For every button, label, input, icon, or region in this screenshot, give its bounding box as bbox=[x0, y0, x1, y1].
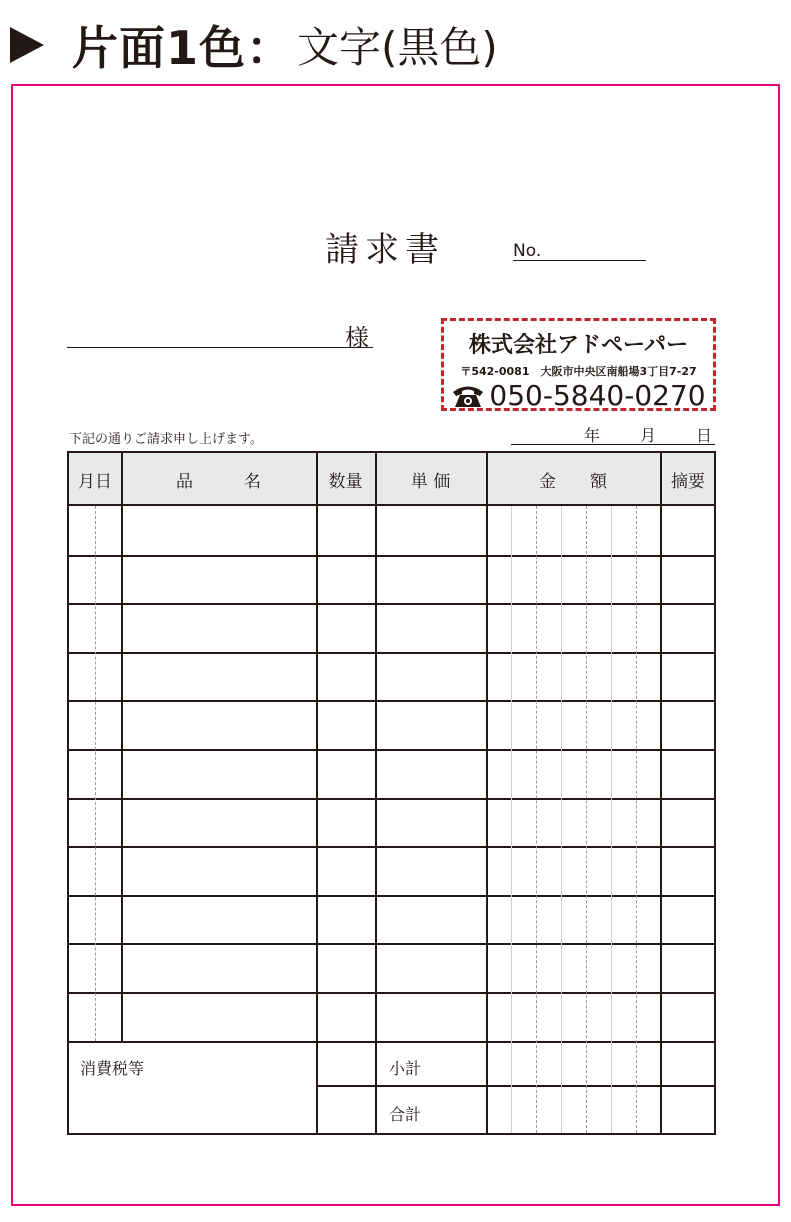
amount-digit-line bbox=[636, 506, 637, 1133]
company-address: 〒542-0081 大阪市中央区南船場3丁目7-27 bbox=[460, 365, 697, 378]
company-stamp-box bbox=[441, 318, 716, 411]
total-label: 合計 bbox=[389, 1105, 422, 1124]
table-row-line bbox=[69, 846, 714, 848]
date-row bbox=[511, 423, 715, 445]
invoice-number-label: No. bbox=[513, 241, 542, 261]
table-row-line bbox=[69, 700, 714, 702]
col-line-amount bbox=[660, 453, 662, 1133]
date-divider-line bbox=[95, 506, 96, 1041]
col-line-item bbox=[316, 453, 318, 1133]
amount-digit-line bbox=[511, 506, 512, 1133]
page-header bbox=[10, 14, 498, 76]
table-row-line bbox=[69, 555, 714, 557]
table-row-line bbox=[69, 895, 714, 897]
subtotal-label: 小計 bbox=[389, 1059, 422, 1078]
table-row-line bbox=[69, 603, 714, 605]
play-triangle-icon bbox=[10, 27, 44, 63]
amount-digit-line bbox=[586, 506, 587, 1133]
col-line-qty bbox=[375, 453, 377, 1133]
company-tel-row bbox=[444, 379, 713, 412]
honorific-label: 様 bbox=[345, 324, 369, 352]
header-sub-text: 文字(黒色) bbox=[297, 23, 498, 72]
tax-label: 消費税等 bbox=[80, 1059, 145, 1078]
invoice-number-line bbox=[513, 260, 646, 261]
table-row-line bbox=[69, 943, 714, 945]
invoice-title: 請求書 bbox=[325, 230, 445, 270]
amount-digit-line bbox=[611, 506, 612, 1133]
date-day-label: 日 bbox=[696, 426, 713, 445]
col-header-item: 品 名 bbox=[176, 472, 261, 492]
date-year-label: 年 bbox=[584, 426, 601, 445]
company-name: 株式会社アドペーパー bbox=[469, 333, 688, 358]
col-line-date bbox=[121, 453, 123, 1041]
col-header-amount: 金 額 bbox=[539, 472, 607, 492]
col-line-unit-price bbox=[486, 453, 488, 1133]
col-header-unit-price: 単 価 bbox=[410, 472, 451, 492]
col-header-date: 月日 bbox=[78, 472, 112, 492]
company-tel: 050-5840-0270 bbox=[489, 379, 706, 412]
amount-digit-line bbox=[536, 506, 537, 1133]
request-text: 下記の通りご請求申し上げます。 bbox=[69, 432, 263, 447]
table-row-line bbox=[69, 992, 714, 994]
table-row-line bbox=[69, 749, 714, 751]
col-header-note: 摘要 bbox=[671, 472, 705, 492]
table-body-bottom-line bbox=[69, 1041, 714, 1043]
telephone-icon bbox=[451, 383, 485, 409]
invoice-table bbox=[67, 451, 716, 1135]
table-row-line bbox=[69, 652, 714, 654]
amount-digit-line bbox=[561, 506, 562, 1133]
date-month-label: 月 bbox=[640, 426, 657, 445]
recipient-line bbox=[67, 347, 373, 348]
table-row-line bbox=[69, 798, 714, 800]
header-main-text: 片面1色： bbox=[72, 21, 294, 75]
col-header-qty: 数量 bbox=[328, 472, 363, 492]
